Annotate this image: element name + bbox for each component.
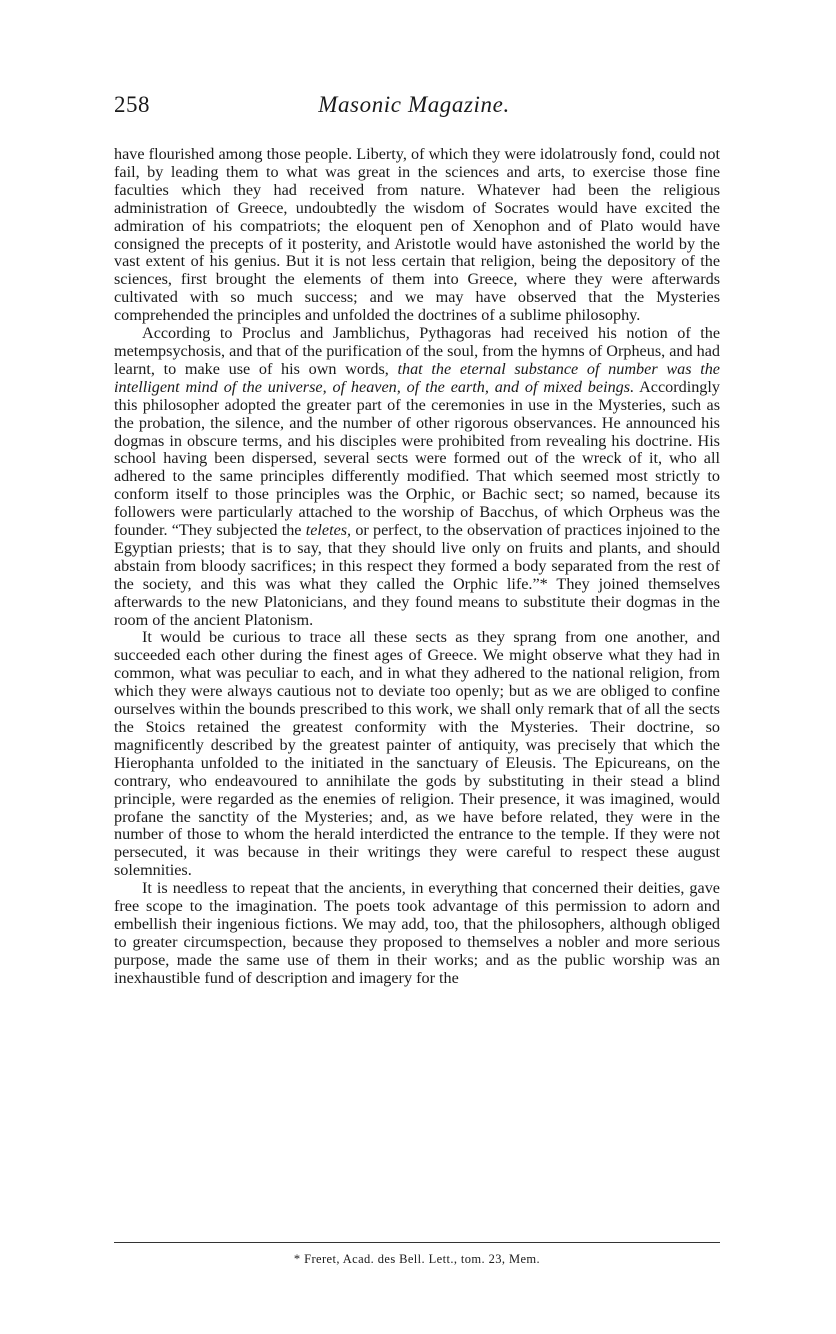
paragraph-text: have flourished among those people. Liberty, of which they were idolatrously fond, could not fail, by leading them to what was great in the sciences and arts, to exercise those fine faculties which they had received from nature. Whatever had been the religious administration of Greece, undoubtedly the wisdom of Socrates would have excited the admiration of his compatriots; the eloquent pen of Xenophon and of Plato would have consigned the precepts of it posterity, and Aristotle would have astonished the world by the vast extent of his genius. But it is not less certain that religion, being the depository of the sciences, first brought the elements of them into Greece, where they were afterwards cultivated with so much success; and we may have observed that the Mysteries comprehended the principles and unfolded the doctrines of a sublime philosophy. — [114, 145, 720, 325]
page-number: 258 — [114, 92, 150, 117]
paragraph-text: According to Proclus and Jamblichus, Pythagoras had received his notion of the metempsychosis, and that of the purification of the soul, from the hymns of Orpheus, and had learnt, to make use of his own words, — [114, 324, 721, 378]
italic-text: that the eternal substance of number was the intelligent mind of the universe, of heaven, of the earth, and of mixed beings. — [114, 359, 720, 396]
paragraph — [114, 325, 720, 629]
paragraph — [114, 880, 720, 987]
running-title: Masonic Magazine. — [318, 92, 510, 117]
footnote: * Freret, Acad. des Bell. Lett., tom. 23, Mem. — [293, 1252, 541, 1266]
paragraph-text: It is needless to repeat that the ancients, in everything that concerned their deities, gave free scope to the imagination. The poets took advantage of this permission to adorn and embellish their ingenious fictions. We may add, too, that the philosophers, although obliged to greater circumspection, because they proposed to themselves a nobler and more serious purpose, made the same use of them in their works; and as the public worship was an inexhaustible fund of description and imagery for the — [114, 879, 720, 987]
running-header — [94, 92, 734, 132]
paragraph — [114, 629, 720, 880]
paragraph — [114, 146, 720, 325]
paragraph-text: It would be curious to trace all these sects as they sprang from one another, and succeeded each other during the finest ages of Greece. We might observe what they had in common, what was peculiar to each, and in what they adhered to the national religion, from which they were always cautious not to deviate too openly; but as we are obliged to confine ourselves within the bounds prescribed to this work, we shall only remark that of all the sects the Stoics retained the greatest conformity with the Mysteries. Their doctrine, so magnificently described by the greatest painter of antiquity, was precisely that which the Hierophanta unfolded to the initiated in the sanctuary of Eleusis. The Epicureans, on the contrary, who endeavoured to annihilate the gods by substituting in their stead a blind principle, were regarded as the enemies of religion. Their presence, it was imagined, would profane the sanctity of the Mysteries; and, as we have before related, they were in the number of those to whom the herald interdicted the entrance to the temple. If they were not persecuted, it was because in their writings they were careful to respect these august solemnities. — [114, 628, 720, 880]
footnote-rule — [114, 1242, 720, 1243]
italic-text: teletes, — [305, 521, 352, 540]
paragraph-text: Accordingly this philosopher adopted the greater part of the ceremonies in use in the Mysteries, such as the probation, the silence, and the number of other rigorous observances. He announced his dogmas in obscure terms, and his disciples were prohibited from revealing his doctrine. His school having been dispersed, several sects were formed out of the wreck of it, who all adhered to the same principles differently modified. That which seemed most strictly to conform itself to those principles was the Orphic, or Bachic sect; so named, because its followers were particularly attached to the worship of Bacchus, of which Orpheus was the founder. “They subjected the — [114, 377, 720, 540]
paragraph-text: or perfect, to the observation of practices injoined to the Egyptian priests; that is to say, that they should live only on fruits and plants, and should abstain from bloody sacrifices; in this respect they formed a body separated from the rest of the society, and this was what they called the Orphic life.”* They joined themselves afterwards to the new Platonicians, and they found means to substitute their dogmas in the room of the ancient Platonism. — [114, 521, 720, 629]
article-body — [114, 146, 720, 988]
